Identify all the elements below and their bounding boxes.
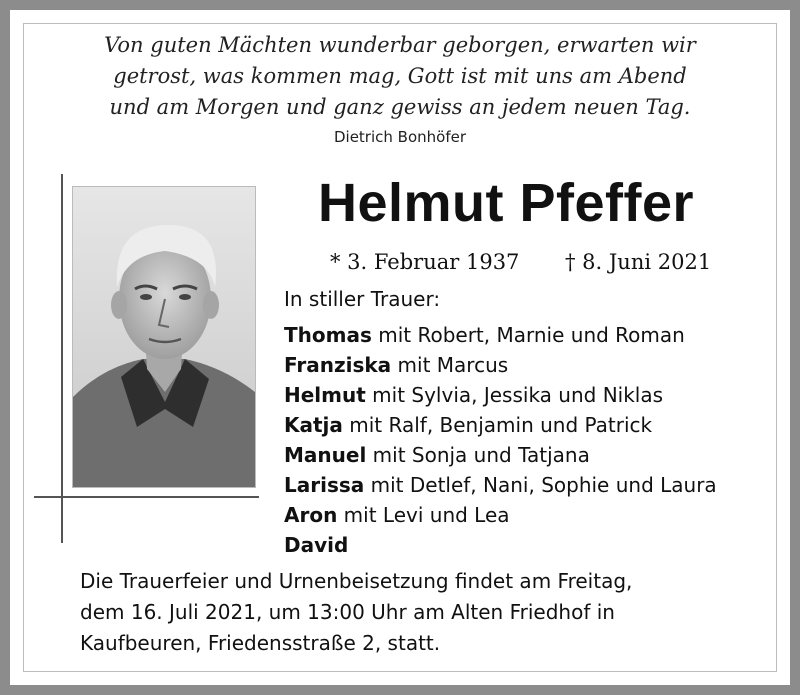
list-item xyxy=(284,470,717,500)
mourner-family: mit Ralf, Benjamin und Patrick xyxy=(342,413,653,437)
list-item xyxy=(284,440,717,470)
portrait-photo xyxy=(72,186,256,488)
list-item xyxy=(284,380,717,410)
mourner-name: Thomas xyxy=(284,323,372,347)
mourner-name: David xyxy=(284,533,349,557)
quote xyxy=(60,30,740,123)
quote-author: Dietrich Bonhöfer xyxy=(333,128,467,146)
quote-line: und am Morgen und ganz gewiss an jedem neuen Tag. xyxy=(109,95,691,119)
mourner-family: mit Detlef, Nani, Sophie und Laura xyxy=(364,473,717,497)
mourner-family: mit Robert, Marnie und Roman xyxy=(371,323,685,347)
death-date: † 8. Juni 2021 xyxy=(565,250,712,274)
deceased-name: Helmut Pfeffer xyxy=(318,173,695,233)
mourner-family: mit Levi und Lea xyxy=(337,503,510,527)
birth-date: * 3. Februar 1937 xyxy=(330,250,520,274)
mourners-list xyxy=(284,320,717,560)
service-notice xyxy=(80,566,740,659)
mourner-name: Franziska xyxy=(284,353,392,377)
mourner-name: Katja xyxy=(284,413,343,437)
mourner-family: mit Sylvia, Jessika und Niklas xyxy=(365,383,664,407)
service-line: Die Trauerfeier und Urnenbeisetzung findet am Freitag, xyxy=(80,569,633,593)
mourner-family: mit Marcus xyxy=(391,353,509,377)
mourner-name: Larissa xyxy=(284,473,365,497)
quote-line: Von guten Mächten wunderbar geborgen, erwarten wir xyxy=(104,33,696,57)
quote-line: getrost, was kommen mag, Gott ist mit uns am Abend xyxy=(113,64,687,88)
mourner-name: Helmut xyxy=(284,383,366,407)
list-item xyxy=(284,530,717,560)
list-item xyxy=(284,500,717,530)
mourner-family: mit Sonja und Tatjana xyxy=(366,443,590,467)
vertical-divider xyxy=(61,174,63,543)
list-item xyxy=(284,410,717,440)
horizontal-divider xyxy=(34,496,259,498)
mourning-label: In stiller Trauer: xyxy=(284,287,441,311)
service-line: Kaufbeuren, Friedensstraße 2, statt. xyxy=(80,631,441,655)
list-item xyxy=(284,320,717,350)
mourner-name: Aron xyxy=(284,503,338,527)
list-item xyxy=(284,350,717,380)
mourner-name: Manuel xyxy=(284,443,367,467)
service-line: dem 16. Juli 2021, um 13:00 Uhr am Alten Friedhof in xyxy=(80,600,615,624)
